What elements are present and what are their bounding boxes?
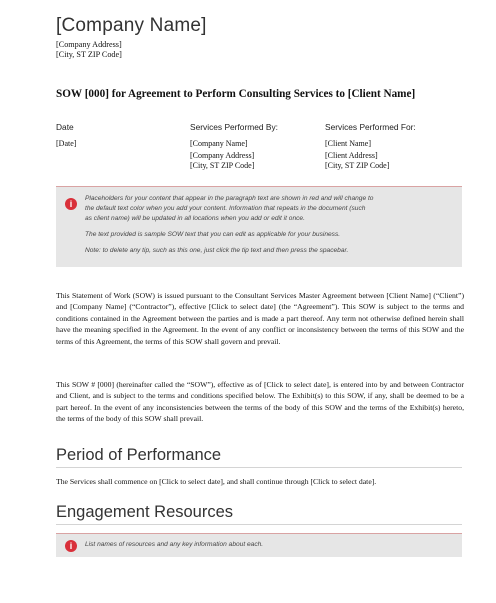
date-value[interactable]: [Date] <box>56 139 77 148</box>
tip-line: as client name) will be updated in all locations when you add or edit it once. <box>85 215 305 222</box>
sow-title[interactable]: SOW [000] for Agreement to Perform Consulting Services to [Client Name] <box>56 88 416 100</box>
tip-line: the default text color when you add your content. Information that repeats in the document (such <box>85 205 366 212</box>
services-for-address[interactable]: [Client Address] <box>325 151 378 160</box>
info-icon: i <box>65 198 77 210</box>
tip-box[interactable] <box>56 186 462 267</box>
resources-tip-box[interactable] <box>56 533 462 557</box>
services-by-label: Services Performed By: <box>190 122 278 132</box>
company-address[interactable]: [Company Address] <box>56 40 122 49</box>
company-city-state-zip[interactable]: [City, ST ZIP Code] <box>56 50 122 59</box>
tip-line: The text provided is sample SOW text that you can edit as applicable for your business. <box>85 231 341 238</box>
period-of-performance-text[interactable]: The Services shall commence on [Click to select date], and shall continue through [Click to select date]. <box>56 477 377 486</box>
info-icon: i <box>65 540 77 552</box>
services-for-client[interactable]: [Client Name] <box>325 139 371 148</box>
services-by-address[interactable]: [Company Address] <box>190 151 255 160</box>
company-name[interactable]: [Company Name] <box>56 15 207 36</box>
tip-line: Placeholders for your content that appear in the paragraph text are shown in red and will change to <box>85 195 374 202</box>
services-by-city[interactable]: [City, ST ZIP Code] <box>190 161 255 170</box>
date-label: Date <box>56 122 74 132</box>
body-paragraph-1[interactable]: This Statement of Work (SOW) is issued pursuant to the Consultant Services Master Agreement between [Client Name] (“Client”) and [Company Name] (“Contractor”), effective [Click to select date] (the “Agreement”). This SOW is subject to the terms and conditions contained in the Agreement between the parties and is made a part thereof. Any term not otherwise defined herein shall have the meaning specified in the Agreement. In the event of any conflict or inconsistency between the terms of this SOW and the terms of this Agreement, the terms of this SOW shall govern and prevail. <box>56 291 464 346</box>
period-of-performance-heading: Period of Performance <box>56 446 462 468</box>
body-paragraph-2[interactable]: This SOW # [000] (hereinafter called the “SOW”), effective as of [Click to select date], is entered into by and between Contractor and Client, and is subject to the terms and conditions specified below. The Exhibit(s) to this SOW, if any, shall be deemed to be a part hereof. In the event of any inconsistencies between the terms of the body of this SOW and the terms of the Exhibit(s) hereto, the terms of the body of this SOW shall prevail. <box>56 380 464 424</box>
engagement-resources-heading: Engagement Resources <box>56 503 462 525</box>
services-for-city[interactable]: [City, ST ZIP Code] <box>325 161 390 170</box>
services-by-company[interactable]: [Company Name] <box>190 139 248 148</box>
resources-tip-text: List names of resources and any key information about each. <box>85 541 264 548</box>
tip-line: Note: to delete any tip, such as this one, just click the tip text and then press the spacebar. <box>85 247 349 254</box>
services-for-label: Services Performed For: <box>325 122 416 132</box>
